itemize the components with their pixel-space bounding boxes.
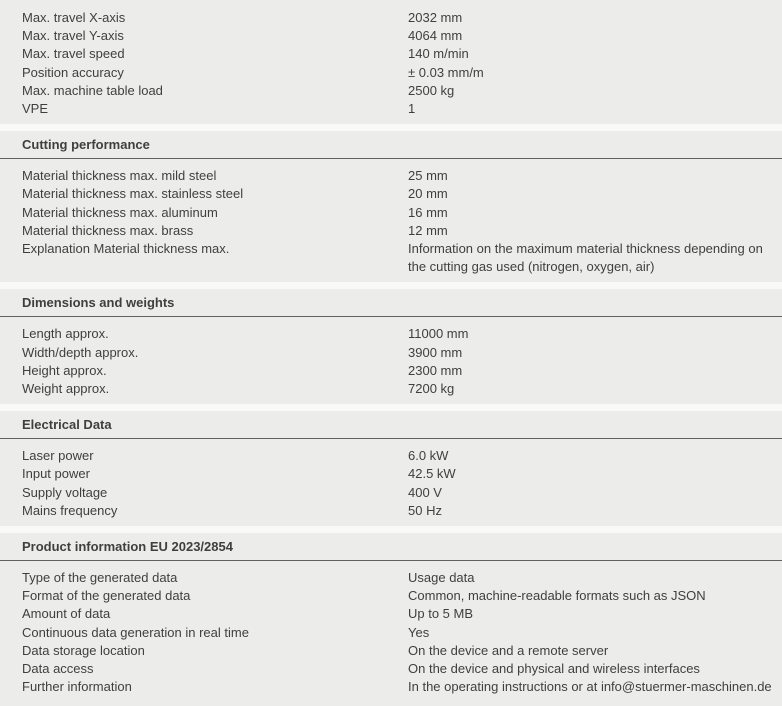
section-rows	[0, 317, 782, 404]
spec-row	[0, 569, 782, 587]
spec-label: Data access	[22, 661, 94, 677]
spec-value: 20 mm	[408, 186, 448, 202]
spec-value: 4064 mm	[408, 28, 463, 44]
spec-row	[0, 45, 782, 63]
spec-value: 3900 mm	[408, 344, 463, 360]
spec-row	[0, 362, 782, 380]
section-rows	[0, 439, 782, 526]
spec-label: Laser power	[22, 448, 94, 464]
spec-label: Amount of data	[22, 606, 111, 622]
spec-label: Format of the generated data	[22, 588, 191, 604]
spec-label: Type of the generated data	[22, 570, 178, 586]
spec-row	[0, 344, 782, 362]
spec-value: 25 mm	[408, 168, 448, 184]
spec-value: 400 V	[408, 484, 442, 500]
spec-label: Input power	[22, 466, 90, 482]
spec-label: Material thickness max. mild steel	[22, 168, 217, 184]
spec-row	[0, 587, 782, 605]
section-rows	[0, 159, 782, 282]
section-header	[0, 131, 782, 159]
section-divider	[0, 124, 782, 131]
section-header	[0, 533, 782, 561]
spec-row	[0, 27, 782, 45]
spec-label: Max. machine table load	[22, 82, 163, 98]
spec-section	[0, 0, 782, 124]
spec-section	[0, 404, 782, 526]
spec-label: Width/depth approx.	[22, 344, 139, 360]
spec-label: Data storage location	[22, 642, 145, 658]
spec-label: VPE	[22, 101, 49, 117]
spec-label: Material thickness max. brass	[22, 222, 194, 238]
spec-label: Height approx.	[22, 362, 107, 378]
spec-label: Max. travel speed	[22, 46, 125, 62]
spec-row	[0, 222, 782, 240]
spec-label: Supply voltage	[22, 484, 108, 500]
spec-row	[0, 642, 782, 660]
spec-value: 2300 mm	[408, 362, 463, 378]
section-title: Dimensions and weights	[22, 295, 175, 311]
spec-row	[0, 465, 782, 483]
spec-label: Max. travel X-axis	[22, 10, 126, 25]
spec-row	[0, 484, 782, 502]
spec-row	[0, 100, 782, 118]
spec-section	[0, 282, 782, 404]
spec-label: Material thickness max. aluminum	[22, 204, 218, 220]
spec-row	[0, 82, 782, 100]
spec-value: In the operating instructions or at info@stuermer-maschinen.de	[408, 679, 772, 695]
section-rows	[0, 561, 782, 706]
section-header	[0, 289, 782, 317]
spec-value: Common, machine-readable formats such as JSON	[408, 588, 706, 604]
spec-value: On the device and physical and wireless interfaces	[408, 661, 700, 677]
spec-row	[0, 447, 782, 465]
spec-value: 11000 mm	[408, 326, 469, 342]
spec-value: Information on the maximum material thickness depending on the cutting gas used (nitrogen, oxygen, air)	[408, 241, 763, 275]
spec-row	[0, 9, 782, 27]
spec-row	[0, 624, 782, 642]
spec-label: Material thickness max. stainless steel	[22, 186, 244, 202]
spec-label: Continuous data generation in real time	[22, 624, 249, 640]
spec-label: Position accuracy	[22, 64, 124, 80]
spec-row	[0, 167, 782, 185]
spec-value: 1	[408, 101, 416, 117]
section-title: Electrical Data	[22, 417, 112, 433]
spec-value: ± 0.03 mm/m	[408, 64, 484, 80]
spec-label: Length approx.	[22, 326, 109, 342]
spec-row	[0, 678, 782, 696]
spec-row	[0, 240, 782, 276]
section-header	[0, 411, 782, 439]
section-title: Product information EU 2023/2854	[22, 539, 233, 555]
spec-value: 16 mm	[408, 204, 448, 220]
spec-value: 140 m/min	[408, 46, 469, 62]
spec-label: Max. travel Y-axis	[22, 28, 124, 44]
spec-row	[0, 605, 782, 623]
spec-row	[0, 64, 782, 82]
spec-row	[0, 660, 782, 678]
spec-value: 12 mm	[408, 222, 448, 238]
section-divider	[0, 282, 782, 289]
spec-value: 2500 kg	[408, 82, 455, 98]
section-rows	[0, 0, 782, 124]
spec-value: 42.5 kW	[408, 466, 456, 482]
spec-row	[0, 185, 782, 203]
spec-section	[0, 526, 782, 706]
spec-row	[0, 380, 782, 398]
section-title: Cutting performance	[22, 137, 150, 153]
spec-value: 50 Hz	[408, 502, 442, 518]
spec-value: 7200 kg	[408, 381, 455, 397]
spec-value: 2032 mm	[408, 10, 463, 25]
section-divider	[0, 404, 782, 411]
spec-value: Usage data	[408, 570, 475, 586]
spec-label: Mains frequency	[22, 502, 118, 518]
spec-value: On the device and a remote server	[408, 642, 609, 658]
spec-label: Further information	[22, 679, 132, 695]
spec-value: Yes	[408, 624, 430, 640]
spec-value: 6.0 kW	[408, 448, 449, 464]
spec-row	[0, 325, 782, 343]
spec-label: Weight approx.	[22, 381, 110, 397]
spec-row	[0, 502, 782, 520]
section-divider	[0, 526, 782, 533]
spec-value: Up to 5 MB	[408, 606, 474, 622]
spec-label: Explanation Material thickness max.	[22, 241, 230, 257]
spec-row	[0, 204, 782, 222]
spec-section	[0, 124, 782, 282]
